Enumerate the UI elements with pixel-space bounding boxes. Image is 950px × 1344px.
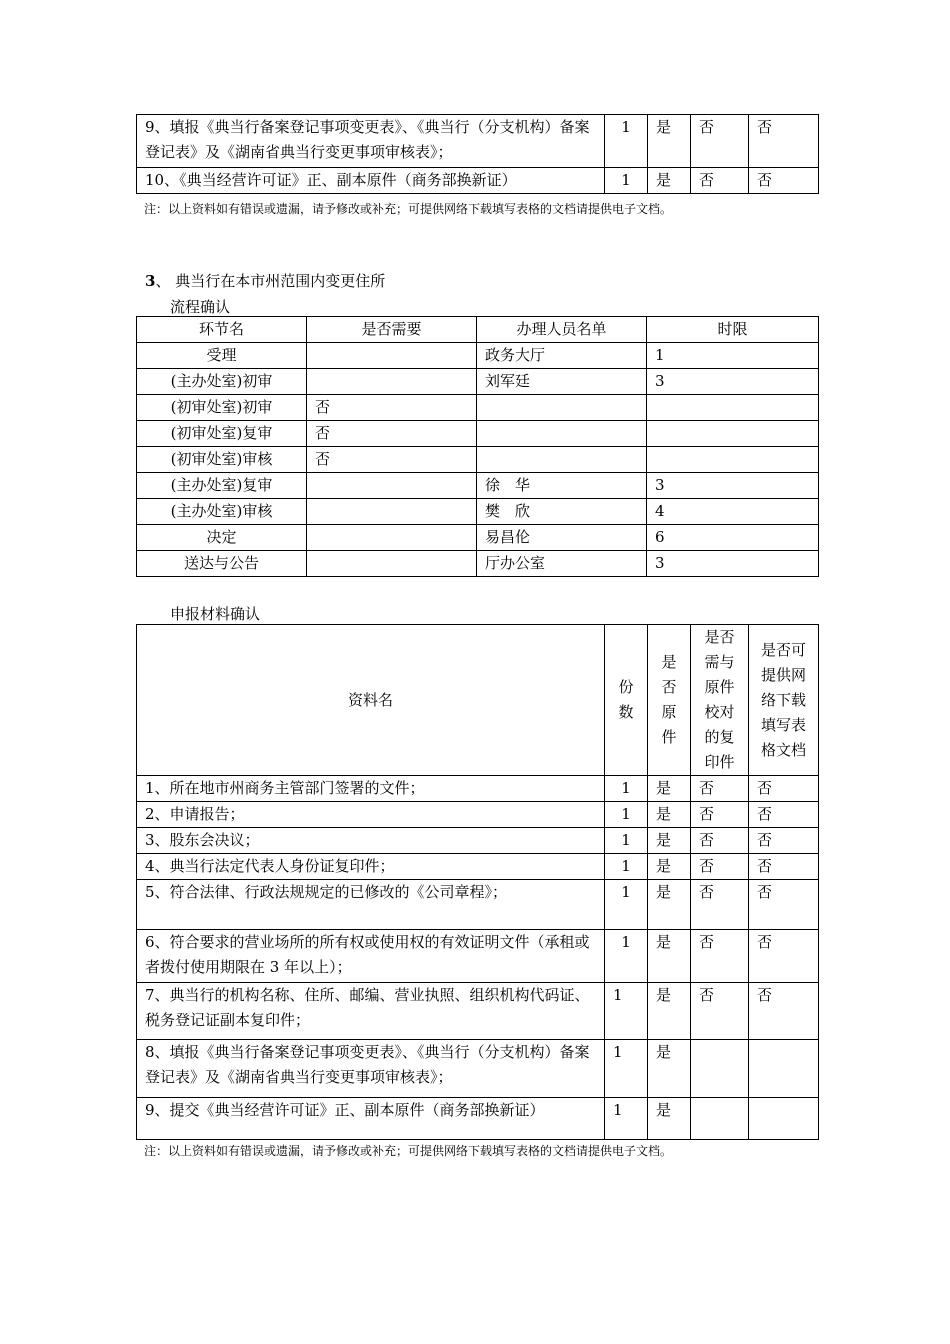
material-name: 7、典当行的机构名称、住所、邮编、营业执照、组织机构代码证、税务登记证副本复印件；	[137, 983, 605, 1040]
top-note: 注：以上资料如有错误或遗漏，请予修改或补充；可提供网络下载填写表格的文档请提供电子文档。	[144, 202, 673, 216]
table-row	[137, 343, 819, 369]
table-row	[137, 421, 819, 447]
material-count: 1	[605, 115, 648, 168]
process-person	[477, 421, 647, 447]
process-limit: 4	[647, 499, 819, 525]
header-material-name: 资料名	[137, 625, 605, 776]
material-copy: 否	[691, 983, 749, 1040]
header-original-line: 否	[661, 678, 677, 696]
material-original: 是	[648, 115, 691, 168]
material-name: 5、符合法律、行政法规规定的已修改的《公司章程》；	[137, 880, 605, 930]
material-count: 1	[605, 1040, 648, 1098]
header-copy-line: 的复	[704, 728, 735, 746]
process-step: (初审处室)初审	[137, 395, 307, 421]
material-original: 是	[648, 854, 691, 880]
materials-header-row	[137, 625, 819, 776]
material-original: 是	[648, 776, 691, 802]
process-step: (初审处室)审核	[137, 447, 307, 473]
material-count: 1	[605, 983, 648, 1040]
material-original: 是	[648, 828, 691, 854]
table-row	[137, 395, 819, 421]
material-name: 2、申请报告；	[137, 802, 605, 828]
header-download-line: 是否可	[760, 640, 806, 659]
section-number: 3	[145, 272, 156, 290]
section-separator: 、	[155, 272, 171, 290]
table-row	[137, 1098, 819, 1140]
process-person: 政务大厅	[477, 343, 647, 369]
header-need: 是否需要	[307, 317, 477, 343]
process-limit: 6	[647, 525, 819, 551]
header-count-line: 数	[618, 703, 634, 721]
process-step: 送达与公告	[137, 551, 307, 577]
material-copy	[691, 1098, 749, 1140]
materials-table	[136, 624, 819, 1140]
process-table	[136, 316, 819, 577]
header-copy-line: 原件	[704, 678, 735, 696]
process-step: (主办处室)初审	[137, 369, 307, 395]
process-label: 流程确认	[170, 298, 231, 316]
header-download	[749, 625, 819, 776]
table-row	[137, 168, 819, 194]
table-row	[137, 776, 819, 802]
section-title: 典当行在本市州范围内变更住所	[175, 272, 386, 290]
material-download: 否	[749, 930, 819, 983]
top-materials-table	[136, 114, 819, 194]
material-copy	[691, 1040, 749, 1098]
process-need: 否	[307, 447, 477, 473]
material-name: 8、填报《典当行备案登记事项变更表》、《典当行（分支机构）备案登记表》及《湖南省典当行变更事项审核表》；	[137, 1040, 605, 1098]
section-heading	[145, 270, 385, 291]
material-original: 是	[648, 880, 691, 930]
material-original: 是	[648, 1098, 691, 1140]
header-person: 办理人员名单	[477, 317, 647, 343]
process-limit	[647, 421, 819, 447]
process-step: 决定	[137, 525, 307, 551]
process-need: 否	[307, 421, 477, 447]
material-original: 是	[648, 1040, 691, 1098]
table-row	[137, 1040, 819, 1098]
header-limit: 时限	[647, 317, 819, 343]
material-count: 1	[605, 854, 648, 880]
process-need	[307, 551, 477, 577]
material-copy: 否	[691, 776, 749, 802]
process-person: 刘军廷	[477, 369, 647, 395]
process-limit: 1	[647, 343, 819, 369]
material-copy: 否	[691, 854, 749, 880]
header-count-line: 份	[618, 678, 634, 696]
material-name: 1、所在地市州商务主管部门签署的文件；	[137, 776, 605, 802]
process-need	[307, 369, 477, 395]
header-download-line: 提供网	[760, 665, 806, 684]
process-person	[477, 447, 647, 473]
material-name: 4、典当行法定代表人身份证复印件；	[137, 854, 605, 880]
process-header-row	[137, 317, 819, 343]
material-name: 9、填报《典当行备案登记事项变更表》、《典当行（分支机构）备案登记表》及《湖南省典当行变更事项审核表》；	[137, 115, 605, 168]
material-copy: 否	[691, 930, 749, 983]
material-download: 否	[749, 776, 819, 802]
table-row	[137, 854, 819, 880]
material-download: 否	[749, 828, 819, 854]
material-download	[749, 1040, 819, 1098]
process-step: (初审处室)复审	[137, 421, 307, 447]
table-row	[137, 499, 819, 525]
process-step: 受理	[137, 343, 307, 369]
process-person: 徐 华	[477, 473, 647, 499]
process-limit: 3	[647, 551, 819, 577]
header-original-line: 原	[661, 703, 677, 721]
material-original: 是	[648, 983, 691, 1040]
material-copy: 否	[691, 880, 749, 930]
material-original: 是	[648, 168, 691, 194]
material-count: 1	[605, 880, 648, 930]
material-name: 9、提交《典当经营许可证》正、副本原件（商务部换新证）	[137, 1098, 605, 1140]
material-copy: 否	[691, 115, 749, 168]
material-original: 是	[648, 930, 691, 983]
table-row	[137, 802, 819, 828]
material-count: 1	[605, 168, 648, 194]
material-download: 否	[749, 802, 819, 828]
header-copy-line: 校对	[704, 703, 735, 721]
material-download: 否	[749, 854, 819, 880]
process-need	[307, 473, 477, 499]
material-name: 6、符合要求的营业场所的所有权或使用权的有效证明文件（承租或者拨付使用期限在 3 年以上）；	[137, 930, 605, 983]
header-count	[605, 625, 648, 776]
process-step: (主办处室)复审	[137, 473, 307, 499]
table-row	[137, 828, 819, 854]
material-name: 10、《典当经营许可证》正、副本原件（商务部换新证）	[137, 168, 605, 194]
process-person: 樊 欣	[477, 499, 647, 525]
process-need: 否	[307, 395, 477, 421]
process-person: 厅办公室	[477, 551, 647, 577]
header-copy-line: 需与	[704, 653, 735, 671]
material-count: 1	[605, 930, 648, 983]
process-need	[307, 343, 477, 369]
material-copy: 否	[691, 168, 749, 194]
material-download: 否	[749, 168, 819, 194]
table-row	[137, 880, 819, 930]
table-row	[137, 983, 819, 1040]
header-original	[648, 625, 691, 776]
process-limit: 3	[647, 369, 819, 395]
material-count: 1	[605, 828, 648, 854]
table-row	[137, 930, 819, 983]
material-count: 1	[605, 1098, 648, 1140]
header-original-line: 件	[661, 728, 677, 746]
material-copy: 否	[691, 828, 749, 854]
process-need	[307, 499, 477, 525]
header-copy	[691, 625, 749, 776]
materials-note: 注：以上资料如有错误或遗漏，请予修改或补充；可提供网络下载填写表格的文档请提供电子文档。	[144, 1144, 673, 1158]
table-row	[137, 115, 819, 168]
process-person	[477, 395, 647, 421]
header-download-line: 格文档	[760, 740, 806, 759]
process-limit: 3	[647, 473, 819, 499]
header-copy-line: 印件	[704, 753, 735, 771]
process-need	[307, 525, 477, 551]
materials-label: 申报材料确认	[170, 605, 261, 623]
table-row	[137, 551, 819, 577]
material-copy: 否	[691, 802, 749, 828]
process-step: (主办处室)审核	[137, 499, 307, 525]
header-download-line: 填写表	[760, 715, 806, 734]
material-download: 否	[749, 983, 819, 1040]
process-person: 易昌伦	[477, 525, 647, 551]
header-original-line: 是	[661, 653, 677, 671]
process-limit	[647, 395, 819, 421]
process-limit	[647, 447, 819, 473]
material-download: 否	[749, 880, 819, 930]
material-count: 1	[605, 776, 648, 802]
table-row	[137, 473, 819, 499]
material-name: 3、股东会决议；	[137, 828, 605, 854]
header-download-line: 络下载	[760, 690, 806, 709]
header-step: 环节名	[137, 317, 307, 343]
table-row	[137, 447, 819, 473]
material-original: 是	[648, 802, 691, 828]
table-row	[137, 525, 819, 551]
header-copy-line: 是否	[704, 628, 735, 646]
material-download	[749, 1098, 819, 1140]
material-count: 1	[605, 802, 648, 828]
material-download: 否	[749, 115, 819, 168]
table-row	[137, 369, 819, 395]
